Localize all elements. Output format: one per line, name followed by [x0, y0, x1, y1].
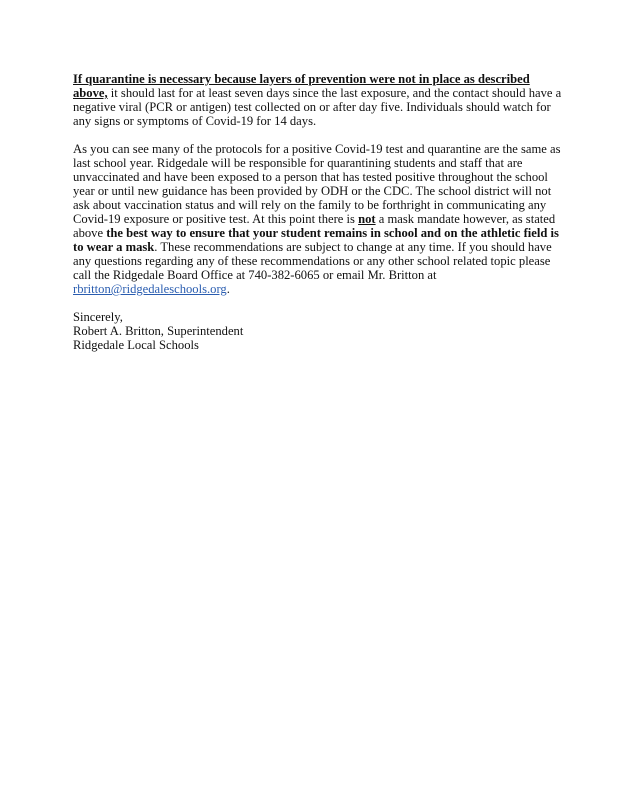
signer-organization: Ridgedale Local Schools: [73, 338, 199, 352]
quarantine-heading: If quarantine is necessary because layers of prevention were not in place as described: [73, 72, 530, 86]
text: any questions regarding any of these recommendations or any other school related topic please: [73, 254, 551, 268]
mask-recommendation-end: to wear a mask: [73, 240, 155, 254]
mask-recommendation: the best way to ensure that your student remains in school and on the athletic field is: [106, 226, 559, 240]
text: a mask mandate however, as stated: [375, 212, 556, 226]
text: it should last for at least seven days since the last exposure, and the contact should have a: [107, 86, 562, 100]
closing: [73, 310, 553, 352]
quarantine-heading-end: above,: [73, 86, 108, 100]
text: . These recommendations are subject to change at any time. If you should have: [154, 240, 552, 254]
signer-name: Robert A. Britton, Superintendent: [73, 324, 244, 338]
text: above: [73, 226, 107, 240]
text: As you can see many of the protocols for a positive Covid-19 test and quarantine are the same as: [73, 142, 561, 156]
quarantine-paragraph: [73, 72, 562, 128]
email-link[interactable]: rbritton@ridgedaleschools.org: [73, 282, 227, 296]
text: year or until new guidance has been provided by ODH or the CDC. The school district will not: [73, 184, 552, 198]
letter-page: [73, 72, 562, 366]
text: unvaccinated and have been exposed to a person that has tested positive throughout the school: [73, 170, 548, 184]
protocols-paragraph: [73, 142, 561, 296]
text: Covid-19 exposure or positive test. At this point there is: [73, 212, 359, 226]
text: call the Ridgedale Board Office at 740-382-6065 or email Mr. Britton at: [73, 268, 437, 282]
text: last school year. Ridgedale will be responsible for quarantining students and staff that are: [73, 156, 523, 170]
salutation: Sincerely,: [73, 310, 123, 324]
text: negative viral (PCR or antigen) test collected on or after day five. Individuals should watch for: [73, 100, 551, 114]
emphasis-not: not: [358, 212, 376, 226]
text: .: [226, 282, 230, 296]
text: ask about vaccination status and will rely on the family to be forthright in communicating any: [73, 198, 547, 212]
text: any signs or symptoms of Covid-19 for 14 days.: [73, 114, 317, 128]
